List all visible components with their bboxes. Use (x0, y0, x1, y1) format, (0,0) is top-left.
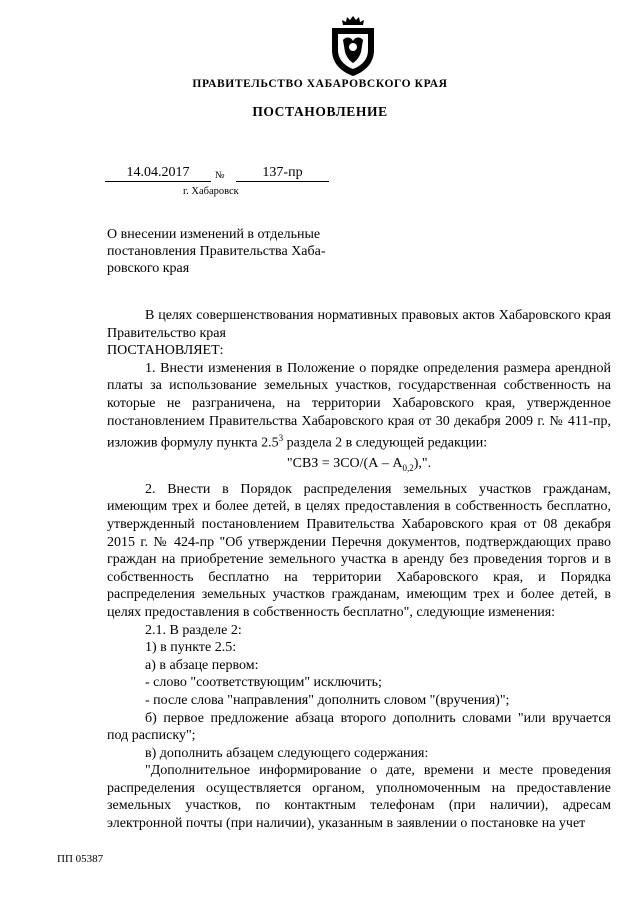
number-sign: № (215, 170, 225, 181)
item-2-paragraph: 2. Внести в Порядок распределения земельных участков гражданам, имеющим трех и более детей, в целях предоставления в собственность бесплатно, утвержденный постановлением Правительства Хабаровского края от 08 декабря 2015 г. № 424-пр "Об утверждении Перечня документов, подтверждающих право граждан на приобретение земельного участка в аренду без проведения торгов и в собственность бесплатно на территории Хабаровского края, и Порядка распределения земельных участков гражданам, имеющим трех и более детей, в целях предоставления в собственность бесплатно", следующие изменения: (107, 481, 611, 620)
formula (107, 455, 611, 477)
item-2-1-1-v-paragraph: в) дополнить абзацем следующего содержания: (145, 745, 429, 761)
item-2-1-paragraph: 2.1. В разделе 2: (145, 622, 242, 638)
formula-part-a: "СВЗ = ЗСО/(А – А (286, 456, 403, 472)
item-2-1-1-a-1-paragraph: - слово "соответствующим" исключить; (145, 675, 382, 691)
footer-code: ПП 05387 (57, 853, 104, 865)
intro-paragraph: В целях совершенствования нормативных правовых актов Хабаровского края Правительство края (107, 308, 611, 341)
item-2-1-1-paragraph: 1) в пункте 2.5: (145, 640, 237, 656)
coat-of-arms-icon (326, 14, 380, 78)
document-date: 14.04.2017 (105, 165, 211, 182)
item-1-text-a: 1. Внести изменения в Положение о порядке определения размера арендной платы за использование земельных участков, государственная собственность на которые не разграничена, на территории Хабаровского края, утвержденное постановлением Правительства Хабаровского края от 30 декабря 2009 г. № 411-пр, изложив формулу пункта 2.5 (107, 360, 611, 451)
document-number: 137-пр (236, 165, 329, 182)
document-subject: О внесении изменений в отдельные постановления Правительства Хаба-ровского края (107, 227, 326, 276)
document-type: ПОСТАНОВЛЕНИЕ (252, 104, 388, 119)
item-1-superscript: 3 (278, 433, 284, 444)
government-title: ПРАВИТЕЛЬСТВО ХАБАРОВСКОГО КРАЯ (192, 78, 448, 90)
item-1-paragraph (107, 360, 611, 453)
item-1-text-b: раздела 2 в следующей редакции: (283, 435, 488, 451)
item-2-1-1-a-2-paragraph: - после слова "направления" дополнить словом "(вручения)"; (145, 692, 510, 708)
formula-part-b: ),". (413, 456, 432, 472)
document-body (107, 307, 611, 833)
document-city: г. Хабаровск (183, 186, 239, 197)
formula-subscript: 0,2 (402, 463, 414, 474)
item-2-quote-paragraph: "Дополнительное информирование о дате, времени и месте проведения распределения осуществляется органом, уполномоченным на предоставление земельных участков, по контактным телефонам (при наличии), адресам электронной почты (при наличии), указанным в заявлении о постановке на учет (107, 763, 611, 832)
item-2-1-1-b-paragraph: б) первое предложение абзаца второго дополнить словами "или вручается под расписку"; (107, 710, 611, 744)
resolves-heading: ПОСТАНОВЛЯЕТ: (107, 343, 224, 359)
item-2-1-1-a-paragraph: а) в абзаце первом: (145, 657, 259, 673)
